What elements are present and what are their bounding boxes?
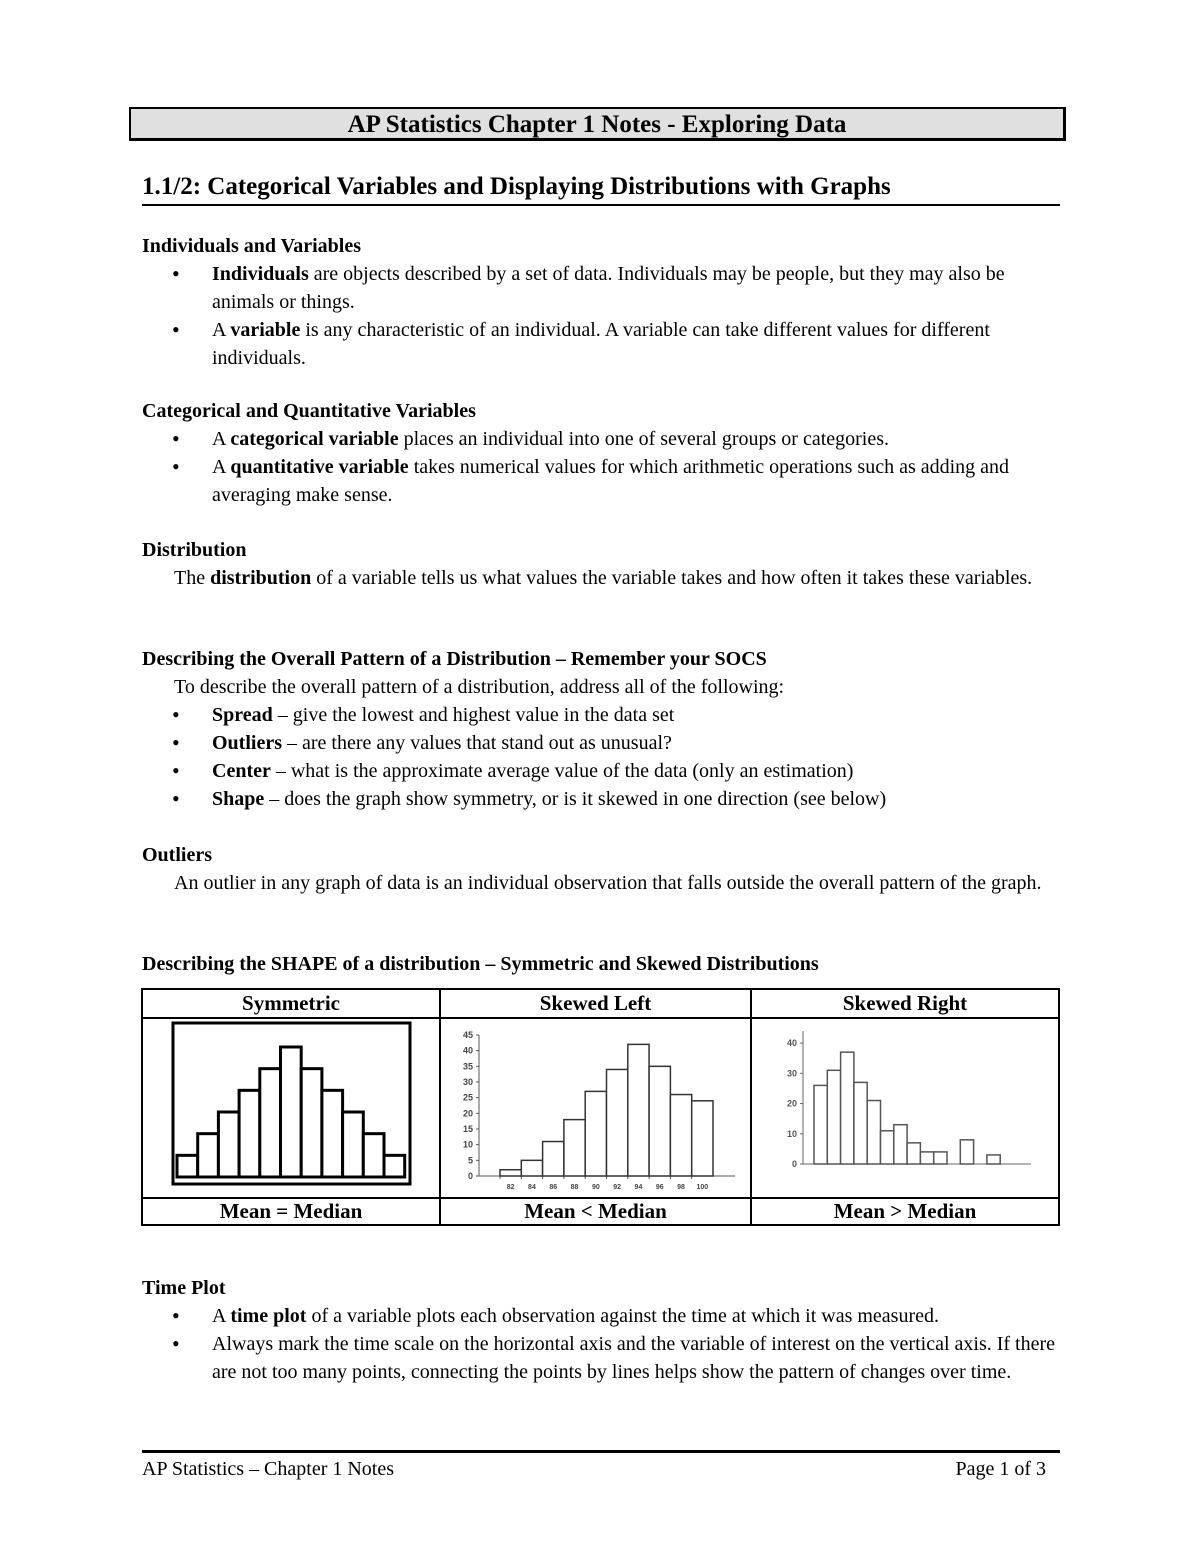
histogram-bar xyxy=(628,1044,649,1176)
list-item: • A categorical variable places an individual into one of several groups or categories. xyxy=(142,425,1060,453)
histogram-bar xyxy=(670,1095,691,1176)
histogram-bar xyxy=(920,1152,933,1164)
histogram-bar xyxy=(867,1101,880,1164)
histogram-bar xyxy=(521,1160,542,1176)
list-item: • A time plot of a variable plots each observation against the time at which it was measured. xyxy=(142,1302,1060,1330)
svg-text:35: 35 xyxy=(462,1061,473,1072)
section-overall-pattern xyxy=(142,645,1060,813)
skewed-right-caption: Mean > Median xyxy=(751,1198,1059,1225)
histogram-bar xyxy=(841,1052,854,1164)
svg-text:0: 0 xyxy=(791,1159,797,1169)
histogram-bar xyxy=(960,1140,973,1164)
histogram-bar xyxy=(260,1069,281,1177)
skewed-right-chart-cell xyxy=(751,1018,1059,1198)
svg-text:100: 100 xyxy=(696,1184,709,1191)
section-shape xyxy=(142,950,1060,978)
symmetric-chart-cell xyxy=(142,1018,440,1198)
svg-text:30: 30 xyxy=(786,1068,797,1079)
histogram-bar xyxy=(692,1101,713,1176)
subheading: Describing the SHAPE of a distribution – Symmetric and Skewed Distributions xyxy=(142,953,819,975)
section-categorical-quantitative xyxy=(142,397,1060,509)
svg-text:82: 82 xyxy=(506,1184,515,1191)
svg-text:96: 96 xyxy=(655,1184,664,1191)
histogram-bar xyxy=(607,1069,628,1176)
section-distribution xyxy=(142,536,1060,592)
svg-text:40: 40 xyxy=(786,1038,797,1049)
svg-text:10: 10 xyxy=(462,1139,473,1150)
svg-text:88: 88 xyxy=(570,1184,579,1191)
histogram-bar xyxy=(585,1091,606,1176)
list-item: • A variable is any characteristic of an individual. A variable can take different values for different individuals. xyxy=(142,316,1060,372)
histogram-bar xyxy=(177,1155,198,1177)
histogram-bar xyxy=(198,1134,219,1177)
skewed-right-histogram xyxy=(752,1019,1058,1191)
list-item: • Center – what is the approximate average value of the data (only an estimation) xyxy=(142,757,1060,785)
paragraph: To describe the overall pattern of a distribution, address all of the following: xyxy=(174,676,785,698)
column-header-symmetric: Symmetric xyxy=(142,989,440,1018)
histogram-bar xyxy=(564,1120,585,1176)
svg-text:20: 20 xyxy=(786,1098,797,1109)
svg-text:86: 86 xyxy=(549,1184,558,1191)
svg-text:0: 0 xyxy=(467,1171,473,1181)
list-item: • Always mark the time scale on the horizontal axis and the variable of interest on the vertical axis. If there are not too many points, connecting the points by lines helps show the pattern of changes over time. xyxy=(142,1330,1060,1386)
svg-text:94: 94 xyxy=(634,1184,643,1191)
svg-text:92: 92 xyxy=(613,1184,622,1191)
histogram-bar xyxy=(363,1134,384,1177)
histogram-bar xyxy=(281,1047,302,1177)
column-header-skewed-left: Skewed Left xyxy=(440,989,751,1018)
symmetric-histogram xyxy=(143,1019,439,1191)
svg-text:40: 40 xyxy=(462,1045,473,1056)
histogram-bar xyxy=(881,1131,894,1164)
page-footer xyxy=(142,1456,1060,1482)
subheading: Individuals and Variables xyxy=(142,235,361,257)
footer-divider xyxy=(142,1450,1060,1453)
histogram-bar xyxy=(343,1112,364,1177)
skewed-left-caption: Mean < Median xyxy=(440,1198,751,1225)
paragraph: The distribution of a variable tells us what values the variable takes and how often it takes these variables. xyxy=(174,567,1033,589)
list-item: • Individuals are objects described by a set of data. Individuals may be people, but they may also be animals or things. xyxy=(142,260,1060,316)
section-outliers xyxy=(142,841,1060,897)
histogram-bar xyxy=(500,1170,521,1176)
svg-text:84: 84 xyxy=(528,1184,536,1191)
svg-text:45: 45 xyxy=(462,1030,473,1040)
footer-left: AP Statistics – Chapter 1 Notes xyxy=(142,1458,395,1480)
svg-text:5: 5 xyxy=(467,1155,473,1166)
subheading: Outliers xyxy=(142,844,212,866)
histogram-bar xyxy=(649,1066,670,1176)
subheading: Categorical and Quantitative Variables xyxy=(142,400,476,422)
histogram-bar xyxy=(827,1070,840,1164)
list-item: • Outliers – are there any values that stand out as unusual? xyxy=(142,729,1060,757)
histogram-bar xyxy=(384,1155,405,1177)
document-title: AP Statistics Chapter 1 Notes - Exploring Data xyxy=(129,107,1066,141)
shape-table xyxy=(141,988,1060,1226)
histogram-bar xyxy=(218,1112,239,1177)
section-heading: 1.1/2: Categorical Variables and Displaying Distributions with Graphs xyxy=(142,170,1060,206)
page-number: Page 1 of 3 xyxy=(955,1458,1046,1480)
histogram-bar xyxy=(987,1155,1000,1164)
svg-text:25: 25 xyxy=(462,1092,473,1103)
svg-text:15: 15 xyxy=(462,1124,473,1134)
paragraph: An outlier in any graph of data is an individual observation that falls outside the overall pattern of the graph. xyxy=(174,872,1042,894)
column-header-skewed-right: Skewed Right xyxy=(751,989,1059,1018)
histogram-bar xyxy=(239,1090,260,1177)
section-time-plot xyxy=(142,1274,1060,1386)
histogram-bar xyxy=(322,1090,343,1177)
histogram-bar xyxy=(934,1152,947,1164)
skewed-left-histogram xyxy=(441,1019,750,1191)
symmetric-caption: Mean = Median xyxy=(142,1198,440,1225)
histogram-bar xyxy=(907,1143,920,1164)
svg-text:98: 98 xyxy=(677,1184,685,1191)
svg-text:20: 20 xyxy=(462,1108,473,1119)
svg-text:90: 90 xyxy=(591,1184,600,1191)
histogram-bar xyxy=(301,1069,322,1177)
histogram-bar xyxy=(854,1082,867,1164)
list-item: • Spread – give the lowest and highest value in the data set xyxy=(142,701,1060,729)
svg-text:30: 30 xyxy=(462,1077,473,1087)
svg-text:10: 10 xyxy=(786,1128,797,1139)
histogram-bar xyxy=(894,1125,907,1164)
subheading: Describing the Overall Pattern of a Distribution – Remember your SOCS xyxy=(142,648,767,670)
subheading: Distribution xyxy=(142,539,247,561)
histogram-bar xyxy=(814,1085,827,1164)
skewed-left-chart-cell xyxy=(440,1018,751,1198)
list-item: • A quantitative variable takes numerical values for which arithmetic operations such as adding and averaging make sense. xyxy=(142,453,1060,509)
histogram-bar xyxy=(543,1142,564,1176)
subheading: Time Plot xyxy=(142,1277,226,1299)
list-item: • Shape – does the graph show symmetry, or is it skewed in one direction (see below) xyxy=(142,785,1060,813)
section-individuals-variables xyxy=(142,232,1060,372)
